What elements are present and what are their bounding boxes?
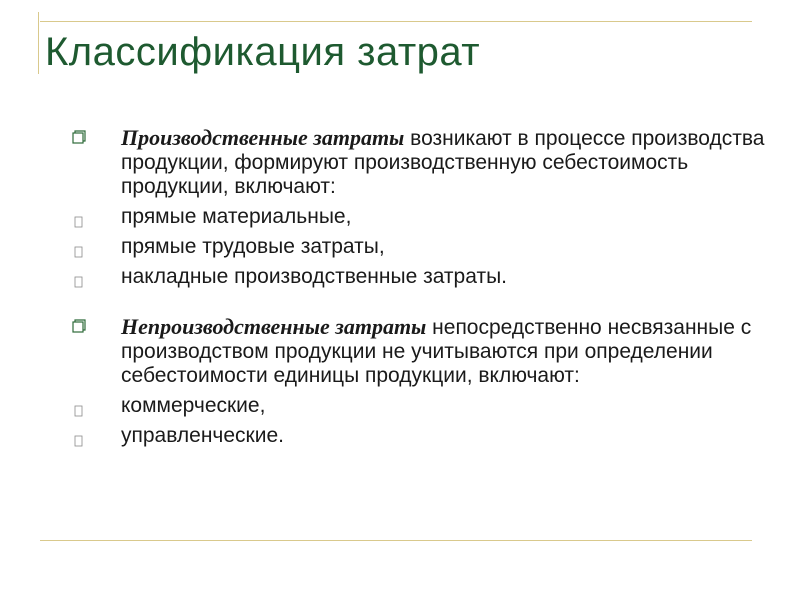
section-nonproduction-costs — [66, 315, 766, 388]
list-item — [66, 265, 766, 289]
list-item-text: управленческие. — [121, 424, 284, 447]
list-item — [66, 394, 766, 418]
list-item-text: прямые трудовые затраты, — [121, 235, 385, 258]
hollow-bullet-icon — [74, 399, 84, 411]
list-item-text: коммерческие, — [121, 394, 266, 417]
list-item-text: накладные производственные затраты. — [121, 265, 507, 288]
hollow-bullet-icon — [74, 429, 84, 441]
bottom-divider — [40, 540, 752, 541]
checkbox-bullet-icon — [72, 319, 86, 333]
list-item-text: прямые материальные, — [121, 205, 352, 228]
checkbox-bullet-icon — [72, 130, 86, 144]
term-nonproduction-costs: Непроизводственные затраты — [121, 314, 427, 339]
hollow-bullet-icon — [74, 240, 84, 252]
term-production-costs: Производственные затраты — [121, 125, 405, 150]
description-production-costs: возникают в процессе производства продукции, формируют производственную себестоимость продукции, включают: — [121, 127, 765, 198]
slide-title: Классификация затрат — [45, 30, 481, 74]
list-item — [66, 205, 766, 229]
hollow-bullet-icon — [74, 270, 84, 282]
list-item — [66, 235, 766, 259]
section-production-costs — [66, 126, 766, 199]
top-divider — [40, 21, 752, 22]
description-nonproduction-costs: непосредственно несвязанные с производством продукции не учитываются при определении себестоимости единицы продукции, включают: — [121, 316, 752, 387]
list-item — [66, 424, 766, 448]
slide-content — [66, 126, 766, 454]
left-divider — [38, 12, 39, 74]
hollow-bullet-icon — [74, 210, 84, 222]
